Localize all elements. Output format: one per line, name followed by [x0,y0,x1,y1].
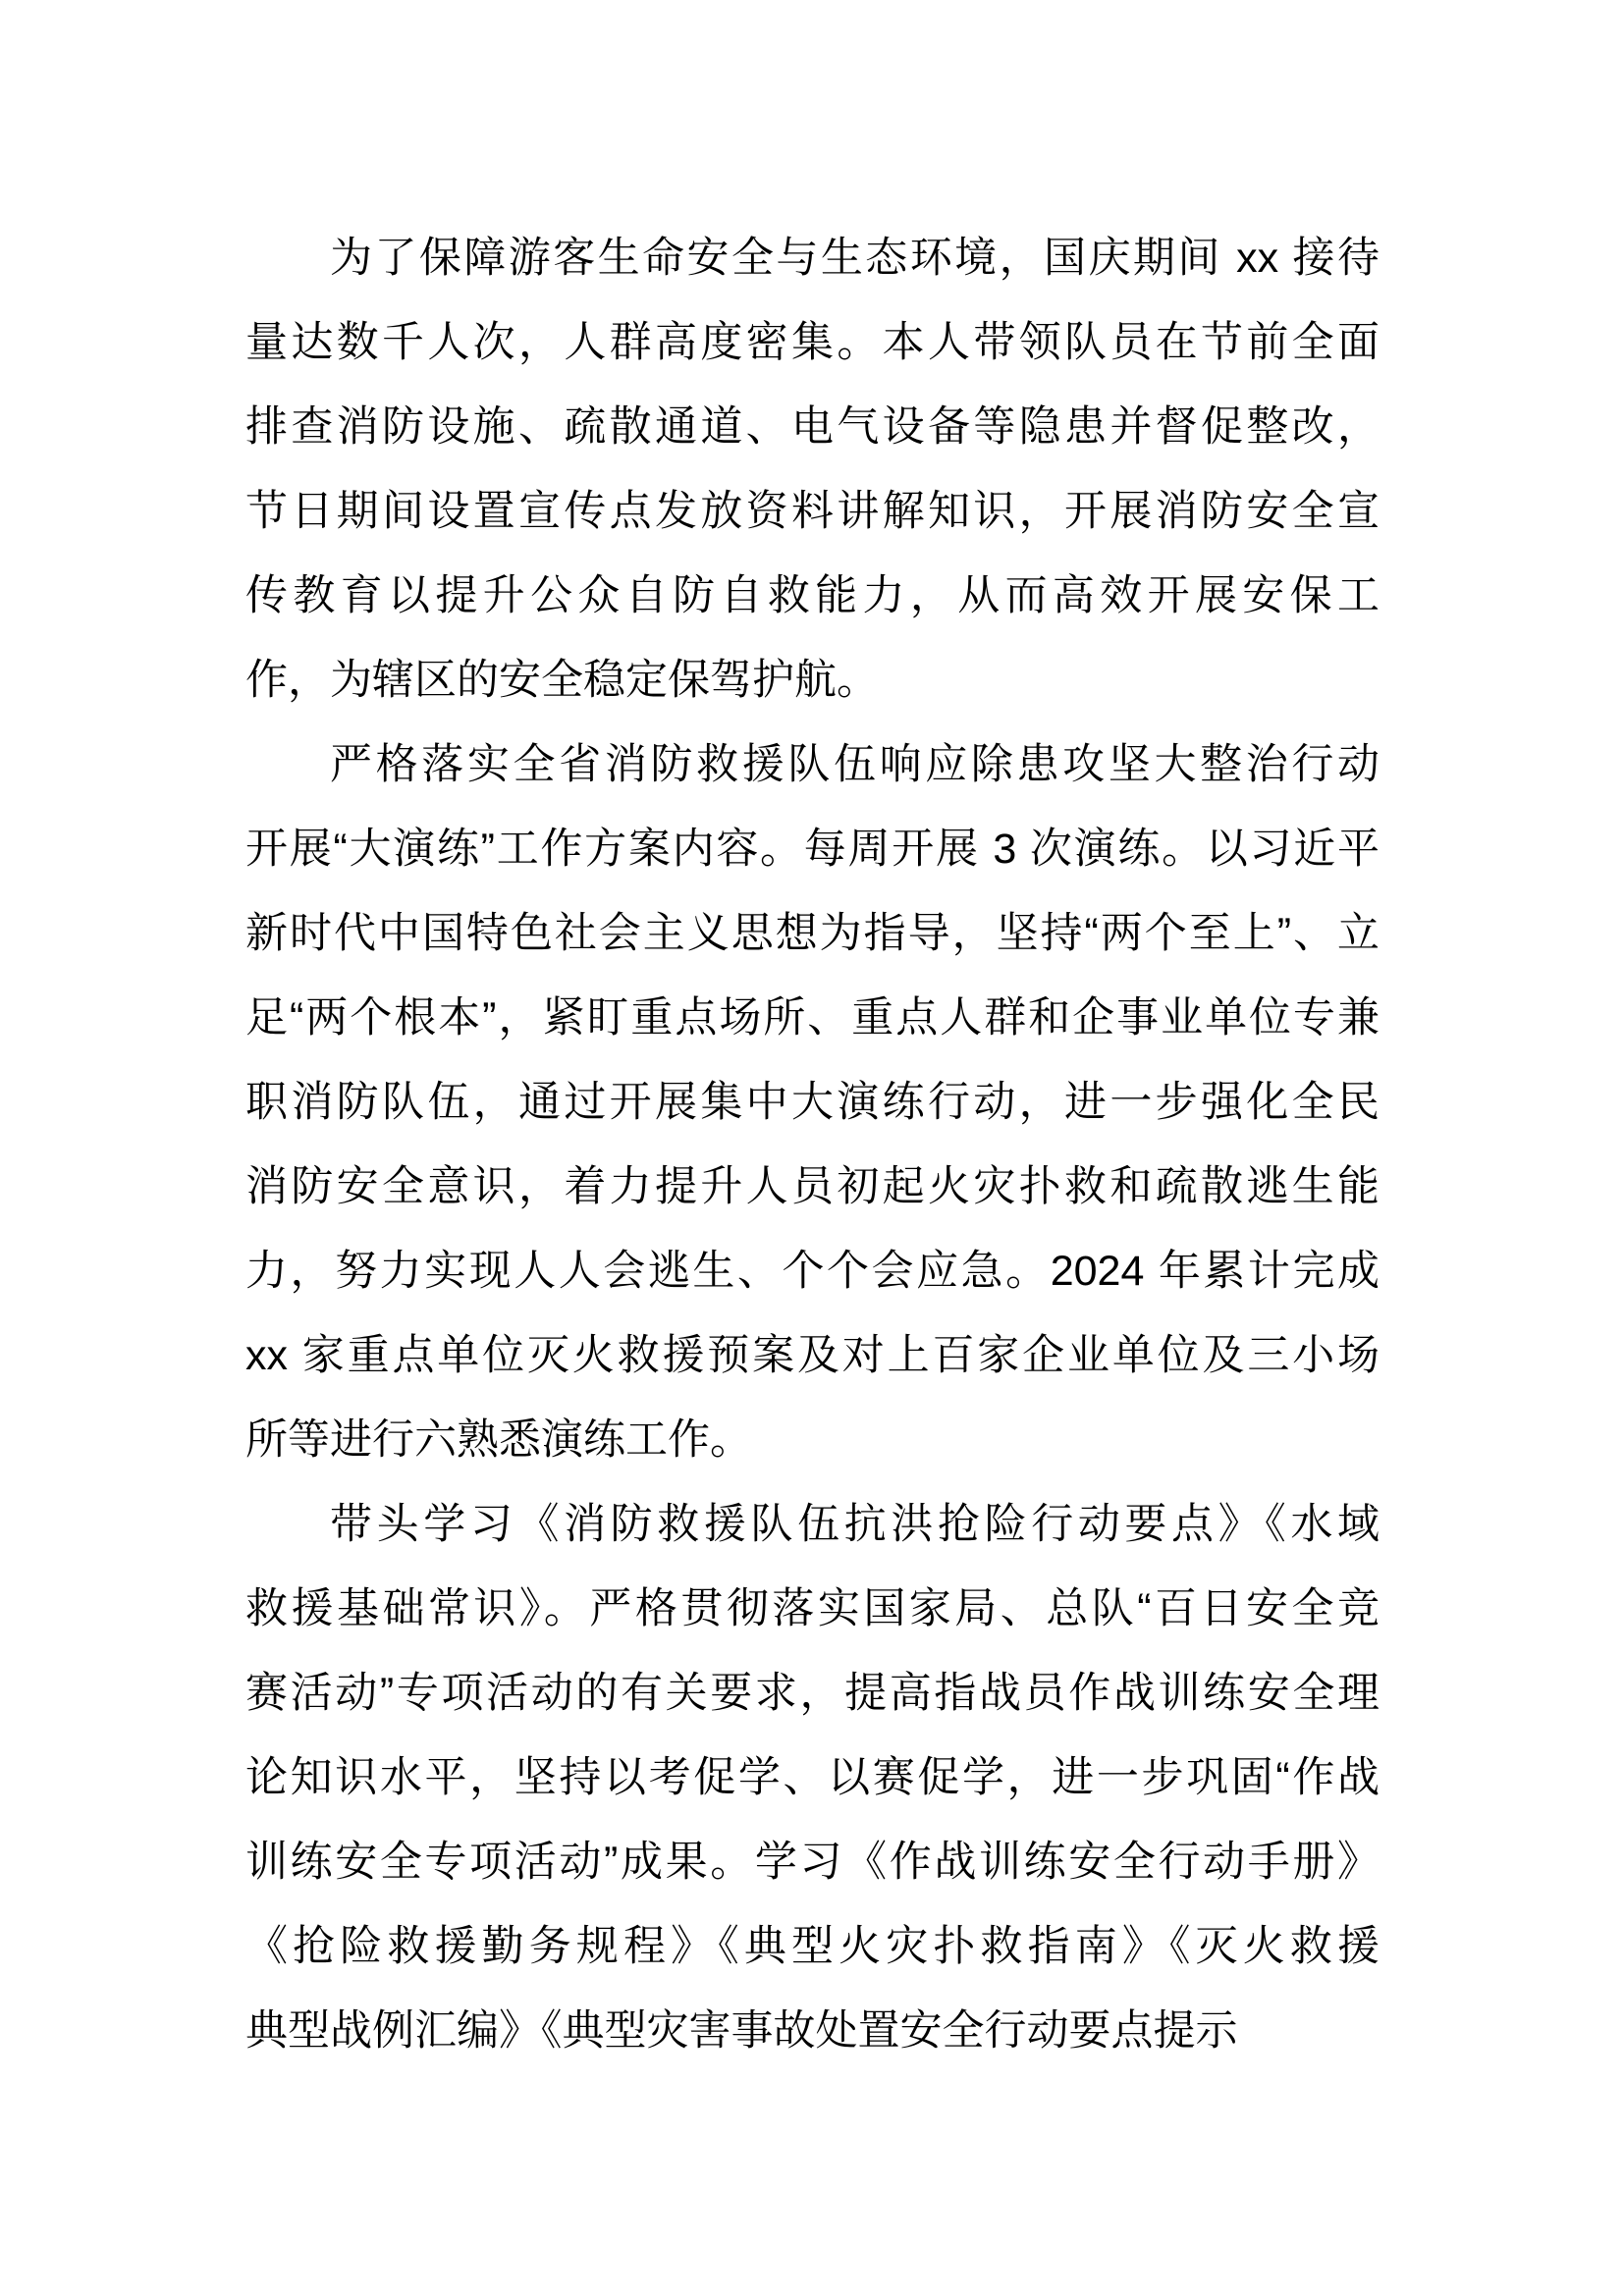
text-line: 力，努力实现人人会逃生、个个会应急。2024 年累计完成 [245,1248,1380,1295]
text-line: 排查消防设施、疏散通道、电气设备等隐患并督促整改， [245,403,1380,451]
text-line: 传教育以提升公众自防自救能力，从而高效开展安保工 [245,572,1380,619]
text-line: 职消防队伍，通过开展集中大演练行动，进一步强化全民 [245,1079,1380,1126]
text-line: 救援基础常识》。严格贯彻落实国家局、总队“百日安全竞 [245,1585,1380,1632]
text-line: 赛活动”专项活动的有关要求，提高指战员作战训练安全理 [245,1670,1380,1717]
text-line: 作，为辖区的安全稳定保驾护航。 [245,657,879,704]
text-line: 开展“大演练”工作方案内容。每周开展 3 次演练。以习近平 [245,826,1380,873]
paragraph-3 [245,1482,1380,2073]
text-line: 所等进行六熟悉演练工作。 [245,1416,752,1464]
paragraph-2 [245,722,1380,1482]
paragraph-1 [245,216,1380,722]
text-line: xx 家重点单位灭火救援预案及对上百家企业单位及三小场 [245,1332,1380,1379]
text-line: 《抢险救援勤务规程》《典型火灾扑救指南》《灭火救援 [245,1923,1380,1970]
text-line: 节日期间设置宣传点发放资料讲解知识，开展消防安全宣 [245,488,1380,535]
text-line: 严格落实全省消防救援队伍响应除患攻坚大整治行动 [330,741,1380,788]
text-line: 足“两个根本”，紧盯重点场所、重点人群和企事业单位专兼 [245,994,1380,1041]
text-line: 量达数千人次，人群高度密集。本人带领队员在节前全面 [245,319,1380,366]
text-line: 新时代中国特色社会主义思想为指导，坚持“两个至上”、立 [245,910,1380,957]
text-line: 训练安全专项活动”成果。学习《作战训练安全行动手册》 [245,1839,1380,1886]
text-line: 带头学习《消防救援队伍抗洪抢险行动要点》《水域 [330,1501,1380,1548]
text-line: 典型战例汇编》《典型灾害事故处置安全行动要点提示 [245,2007,1238,2055]
text-line: 论知识水平，坚持以考促学、以赛促学，进一步巩固“作战 [245,1754,1380,1801]
text-line: 消防安全意识，着力提升人员初起火灾扑救和疏散逃生能 [245,1163,1380,1210]
document-body [245,216,1380,2073]
text-line: 为了保障游客生命安全与生态环境，国庆期间 xx 接待 [330,235,1380,282]
